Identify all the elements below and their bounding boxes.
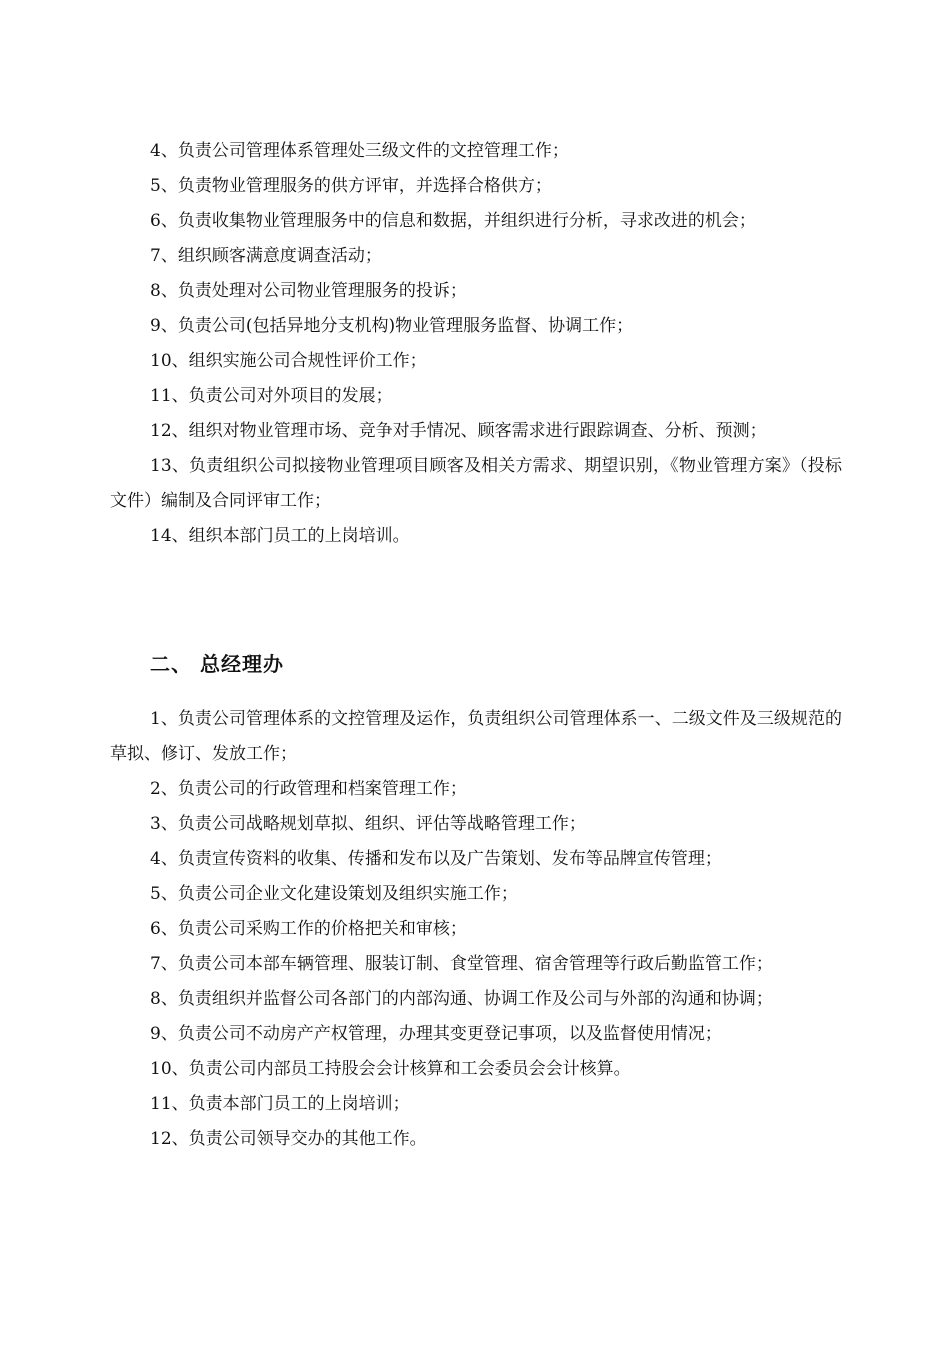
duty-list-2 [110,702,842,1157]
duty-list-1 [110,134,842,554]
list-item: 13、负责组织公司拟接物业管理项目顾客及相关方需求、期望识别，《物业管理方案》（投标文件）编制及合同评审工作； [110,456,842,511]
list-item: 9、负责公司(包括异地分支机构)物业管理服务监督、协调工作； [150,316,634,336]
list-item: 9、负责公司不动房产产权管理，办理其变更登记事项，以及监督使用情况； [150,1024,722,1044]
list-item: 11、负责本部门员工的上岗培训； [150,1094,410,1114]
list-item: 11、负责公司对外项目的发展； [150,386,393,406]
list-item: 10、组织实施公司合规性评价工作； [150,351,427,371]
list-item: 7、组织顾客满意度调查活动； [150,246,382,266]
list-item: 4、负责公司管理体系管理处三级文件的文控管理工作； [150,141,569,161]
list-item: 10、负责公司内部员工持股会会计核算和工会委员会会计核算。 [150,1059,631,1079]
list-item: 12、负责公司领导交办的其他工作。 [150,1129,427,1149]
list-item: 7、负责公司本部车辆管理、服装订制、食堂管理、宿舍管理等行政后勤监管工作； [150,954,773,974]
list-item: 6、负责公司采购工作的价格把关和审核； [150,919,467,939]
list-item: 14、组织本部门员工的上岗培训。 [150,526,410,546]
list-item: 12、组织对物业管理市场、竞争对手情况、顾客需求进行跟踪调查、分析、预测； [150,421,767,441]
list-item: 5、负责公司企业文化建设策划及组织实施工作； [150,884,518,904]
section-heading: 二、 总经理办 [150,652,284,676]
list-item: 5、负责物业管理服务的供方评审，并选择合格供方； [150,176,552,196]
list-item: 1、负责公司管理体系的文控管理及运作，负责组织公司管理体系一、二级文件及三级规范的草拟、修订、发放工作； [110,709,842,764]
list-item: 8、负责处理对公司物业管理服务的投诉； [150,281,467,301]
list-item: 4、负责宣传资料的收集、传播和发布以及广告策划、发布等品牌宣传管理； [150,849,722,869]
list-item: 3、负责公司战略规划草拟、组织、评估等战略管理工作； [150,814,586,834]
list-item: 6、负责收集物业管理服务中的信息和数据，并组织进行分析，寻求改进的机会； [150,211,756,231]
list-item: 2、负责公司的行政管理和档案管理工作； [150,779,467,799]
list-item: 8、负责组织并监督公司各部门的内部沟通、协调工作及公司与外部的沟通和协调； [150,989,773,1009]
